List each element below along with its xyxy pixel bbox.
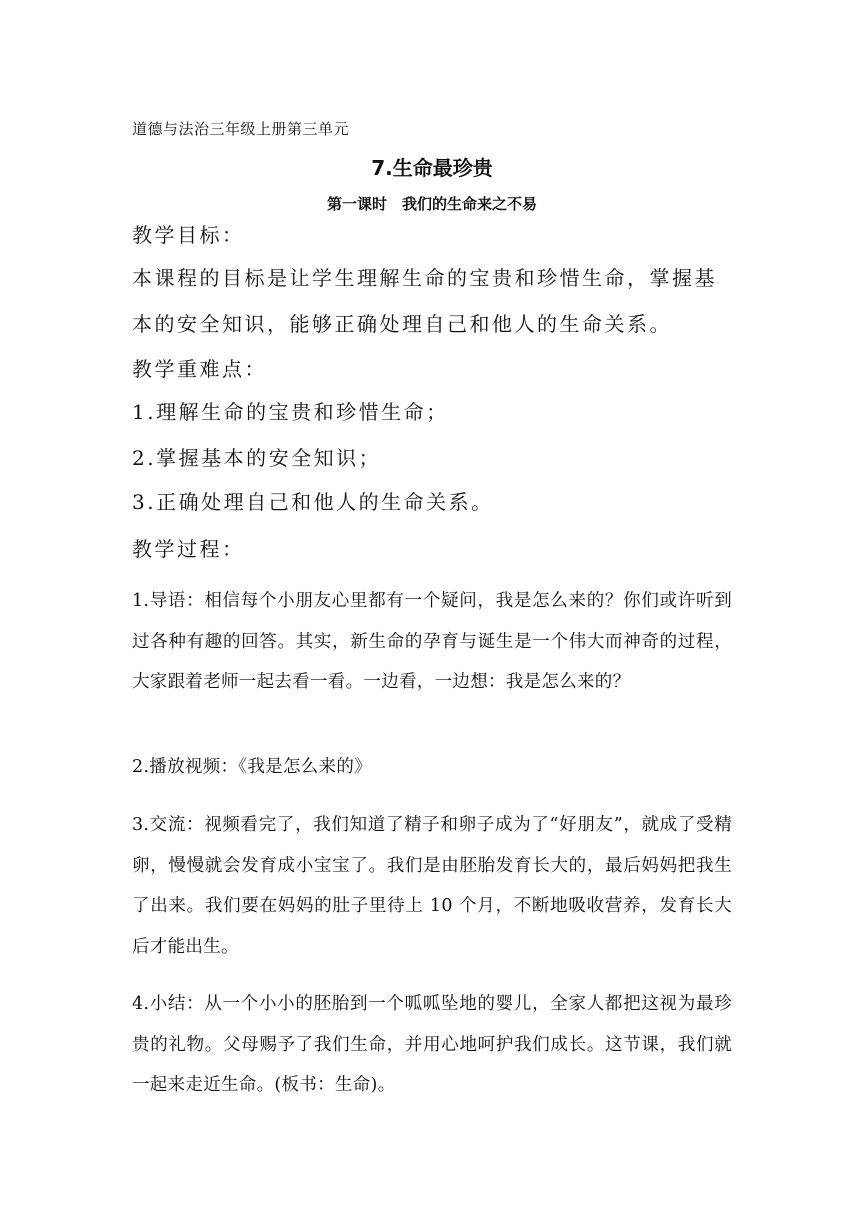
process-step: 1.导语：相信每个小朋友心里都有一个疑问，我是怎么来的？你们或许听到过各种有趣的回答。其实，新生命的孕育与诞生是一个伟大而神奇的过程，大家跟着老师一起去看一看。一边看，一边想：我是怎么来的？: [132, 591, 732, 692]
lesson-subtitle: 第一课时 我们的生命来之不易: [326, 195, 537, 213]
key-point-item: 3.正确处理自己和他人的生命关系。: [132, 490, 494, 514]
process-heading: 教学过程：: [132, 537, 245, 561]
objectives-heading: 教学目标：: [132, 223, 245, 247]
lesson-title: 7.生命最珍贵: [371, 156, 493, 180]
course-header: 道德与法治三年级上册第三单元: [132, 120, 350, 138]
process-step: 2.播放视频：《我是怎么来的》: [132, 757, 372, 777]
objectives-line-1: 本课程的目标是让学生理解生命的宝贵和珍惜生命，掌握基: [132, 266, 717, 290]
key-point-item: 1.理解生命的宝贵和珍惜生命；: [132, 400, 449, 424]
process-step: 4.小结：从一个小小的胚胎到一个呱呱坠地的婴儿，全家人都把这视为最珍贵的礼物。父母赐予了我们生命，并用心地呵护我们成长。这节课，我们就一起来走近生命。(板书：生命)。: [132, 994, 732, 1095]
objectives-line-2: 本的安全知识，能够正确处理自己和他人的生命关系。: [132, 312, 672, 336]
key-point-item: 2.掌握基本的安全知识；: [132, 446, 382, 470]
key-points-heading: 教学重难点：: [132, 357, 267, 381]
process-step: 3.交流：视频看完了，我们知道了精子和卵子成为了“好朋友”，就成了受精卵，慢慢就会发育成小宝宝了。我们是由胚胎发育长大的，最后妈妈把我生了出来。我们要在妈妈的肚子里待上 10 个月，不断地吸收营养，发育长大后才能出生。: [132, 815, 732, 957]
